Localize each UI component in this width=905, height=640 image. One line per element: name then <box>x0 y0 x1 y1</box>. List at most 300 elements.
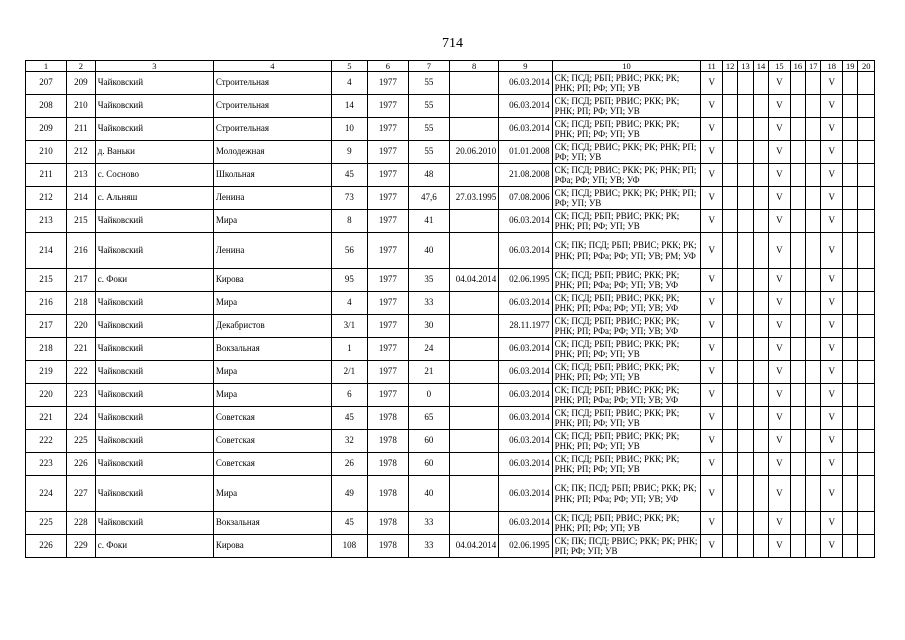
mark-col15: V <box>769 118 791 141</box>
mark-col17 <box>806 315 821 338</box>
mark-col19 <box>843 187 858 210</box>
mark-col17 <box>806 164 821 187</box>
settlement: Чайковский <box>95 384 213 407</box>
row-index: 216 <box>26 292 67 315</box>
mark-col16 <box>790 118 805 141</box>
wear-percent: 65 <box>408 407 449 430</box>
settlement: с. Фоки <box>95 535 213 558</box>
build-year: 1978 <box>367 512 408 535</box>
house-number: 32 <box>331 430 367 453</box>
wear-percent: 33 <box>408 512 449 535</box>
date-col8 <box>449 338 498 361</box>
column-number: 2 <box>67 61 96 72</box>
mark-col20 <box>858 407 875 430</box>
mark-col16 <box>790 292 805 315</box>
date-col8 <box>449 118 498 141</box>
work-types: СК; ПК; ПСД; РВИС; РКК; РК; РНК; РП; РФ; УП; УВ <box>552 535 701 558</box>
date-col8 <box>449 210 498 233</box>
mark-col15: V <box>769 164 791 187</box>
mark-col13 <box>738 512 753 535</box>
mark-col16 <box>790 210 805 233</box>
mark-col16 <box>790 535 805 558</box>
mark-col15: V <box>769 292 791 315</box>
build-year: 1977 <box>367 72 408 95</box>
row-index: 209 <box>26 118 67 141</box>
work-types: СК; ПСД; РБП; РВИС; РКК; РК; РНК; РП; РФ; УП; УВ <box>552 361 701 384</box>
mark-col15: V <box>769 233 791 269</box>
mark-col11: V <box>701 407 723 430</box>
mark-col20 <box>858 338 875 361</box>
work-types: СК; ПСД; РБП; РВИС; РКК; РК; РНК; РП; РФ; УП; УВ <box>552 210 701 233</box>
mark-col16 <box>790 72 805 95</box>
house-number: 45 <box>331 407 367 430</box>
mark-col13 <box>738 407 753 430</box>
build-year: 1977 <box>367 118 408 141</box>
build-year: 1978 <box>367 476 408 512</box>
column-number: 19 <box>843 61 858 72</box>
mark-col19 <box>843 95 858 118</box>
column-number: 1 <box>26 61 67 72</box>
mark-col20 <box>858 453 875 476</box>
street: Вокзальная <box>213 338 331 361</box>
mark-col18: V <box>821 210 843 233</box>
mark-col19 <box>843 407 858 430</box>
row-index: 211 <box>26 164 67 187</box>
mark-col19 <box>843 453 858 476</box>
mark-col13 <box>738 338 753 361</box>
row-index: 219 <box>26 361 67 384</box>
house-number: 2/1 <box>331 361 367 384</box>
mark-col18: V <box>821 512 843 535</box>
mark-col20 <box>858 384 875 407</box>
build-year: 1977 <box>367 141 408 164</box>
date-col9: 28.11.1977 <box>499 315 552 338</box>
column-number: 10 <box>552 61 701 72</box>
date-col8: 04.04.2014 <box>449 269 498 292</box>
settlement: Чайковский <box>95 233 213 269</box>
mark-col18: V <box>821 141 843 164</box>
mark-col13 <box>738 535 753 558</box>
mark-col19 <box>843 269 858 292</box>
date-col9: 07.08.2006 <box>499 187 552 210</box>
date-col9: 02.06.1995 <box>499 535 552 558</box>
street: Ленина <box>213 233 331 269</box>
mark-col19 <box>843 315 858 338</box>
mark-col20 <box>858 315 875 338</box>
wear-percent: 48 <box>408 164 449 187</box>
mark-col12 <box>722 72 737 95</box>
table-body <box>26 61 875 558</box>
street: Молодежная <box>213 141 331 164</box>
mark-col20 <box>858 269 875 292</box>
mark-col12 <box>722 407 737 430</box>
row-index: 226 <box>26 535 67 558</box>
settlement: с. Альняш <box>95 187 213 210</box>
work-types: СК; ПСД; РБП; РВИС; РКК; РК; РНК; РП; РФ; УП; УВ <box>552 407 701 430</box>
build-year: 1977 <box>367 95 408 118</box>
wear-percent: 40 <box>408 476 449 512</box>
house-number: 1 <box>331 338 367 361</box>
mark-col17 <box>806 269 821 292</box>
date-col9: 06.03.2014 <box>499 72 552 95</box>
column-number: 5 <box>331 61 367 72</box>
street: Строительная <box>213 118 331 141</box>
row-index: 207 <box>26 72 67 95</box>
mark-col17 <box>806 535 821 558</box>
mark-col14 <box>753 210 768 233</box>
mark-col18: V <box>821 292 843 315</box>
mark-col15: V <box>769 453 791 476</box>
date-col8 <box>449 430 498 453</box>
date-col8 <box>449 512 498 535</box>
date-col8: 04.04.2014 <box>449 535 498 558</box>
mark-col13 <box>738 187 753 210</box>
row-index: 215 <box>26 269 67 292</box>
mark-col12 <box>722 95 737 118</box>
table-row <box>26 210 875 233</box>
mark-col11: V <box>701 164 723 187</box>
mark-col13 <box>738 72 753 95</box>
work-types: СК; ПК; ПСД; РБП; РВИС; РКК; РК; РНК; РП; РФа; РФ; УП; УВ; РМ; УФ <box>552 233 701 269</box>
mark-col17 <box>806 95 821 118</box>
house-number: 45 <box>331 164 367 187</box>
mark-col19 <box>843 430 858 453</box>
mark-col20 <box>858 72 875 95</box>
street: Мира <box>213 210 331 233</box>
mark-col19 <box>843 141 858 164</box>
house-number: 4 <box>331 72 367 95</box>
date-col8 <box>449 361 498 384</box>
settlement: Чайковский <box>95 210 213 233</box>
mark-col20 <box>858 187 875 210</box>
house-number: 56 <box>331 233 367 269</box>
mark-col15: V <box>769 95 791 118</box>
work-types: СК; ПСД; РВИС; РКК; РК; РНК; РП; РФ; УП; УВ <box>552 187 701 210</box>
mark-col20 <box>858 233 875 269</box>
mark-col14 <box>753 338 768 361</box>
mark-col16 <box>790 407 805 430</box>
mark-col11: V <box>701 233 723 269</box>
mark-col14 <box>753 384 768 407</box>
row-index: 224 <box>26 476 67 512</box>
wear-percent: 55 <box>408 118 449 141</box>
mark-col18: V <box>821 384 843 407</box>
housing-register-table <box>25 60 875 558</box>
street: Мира <box>213 476 331 512</box>
column-number: 15 <box>769 61 791 72</box>
object-number: 224 <box>67 407 96 430</box>
table-row <box>26 118 875 141</box>
build-year: 1977 <box>367 164 408 187</box>
mark-col16 <box>790 512 805 535</box>
mark-col13 <box>738 292 753 315</box>
table-row <box>26 141 875 164</box>
mark-col14 <box>753 430 768 453</box>
table-row <box>26 95 875 118</box>
settlement: Чайковский <box>95 315 213 338</box>
wear-percent: 33 <box>408 292 449 315</box>
mark-col17 <box>806 430 821 453</box>
object-number: 216 <box>67 233 96 269</box>
mark-col11: V <box>701 95 723 118</box>
column-number: 7 <box>408 61 449 72</box>
column-number: 9 <box>499 61 552 72</box>
house-number: 49 <box>331 476 367 512</box>
street: Мира <box>213 361 331 384</box>
table-row <box>26 187 875 210</box>
object-number: 211 <box>67 118 96 141</box>
mark-col19 <box>843 512 858 535</box>
row-index: 210 <box>26 141 67 164</box>
mark-col17 <box>806 210 821 233</box>
column-number: 16 <box>790 61 805 72</box>
table-row <box>26 430 875 453</box>
mark-col11: V <box>701 292 723 315</box>
mark-col19 <box>843 210 858 233</box>
house-number: 108 <box>331 535 367 558</box>
house-number: 45 <box>331 512 367 535</box>
mark-col11: V <box>701 141 723 164</box>
date-col9: 21.08.2008 <box>499 164 552 187</box>
mark-col12 <box>722 512 737 535</box>
mark-col16 <box>790 269 805 292</box>
mark-col14 <box>753 512 768 535</box>
build-year: 1977 <box>367 210 408 233</box>
wear-percent: 0 <box>408 384 449 407</box>
mark-col19 <box>843 384 858 407</box>
column-number: 4 <box>213 61 331 72</box>
mark-col14 <box>753 269 768 292</box>
mark-col19 <box>843 292 858 315</box>
mark-col17 <box>806 453 821 476</box>
mark-col19 <box>843 118 858 141</box>
mark-col13 <box>738 118 753 141</box>
work-types: СК; ПСД; РБП; РВИС; РКК; РК; РНК; РП; РФ; УП; УВ <box>552 95 701 118</box>
mark-col16 <box>790 95 805 118</box>
mark-col18: V <box>821 233 843 269</box>
mark-col15: V <box>769 512 791 535</box>
date-col9: 06.03.2014 <box>499 407 552 430</box>
settlement: Чайковский <box>95 72 213 95</box>
house-number: 8 <box>331 210 367 233</box>
mark-col19 <box>843 72 858 95</box>
street: Вокзальная <box>213 512 331 535</box>
mark-col15: V <box>769 476 791 512</box>
mark-col20 <box>858 512 875 535</box>
mark-col13 <box>738 430 753 453</box>
build-year: 1978 <box>367 535 408 558</box>
mark-col15: V <box>769 210 791 233</box>
table-row <box>26 512 875 535</box>
mark-col15: V <box>769 141 791 164</box>
street: Советская <box>213 453 331 476</box>
date-col9: 06.03.2014 <box>499 430 552 453</box>
mark-col11: V <box>701 430 723 453</box>
mark-col14 <box>753 233 768 269</box>
mark-col14 <box>753 453 768 476</box>
date-col9: 06.03.2014 <box>499 118 552 141</box>
wear-percent: 47,6 <box>408 187 449 210</box>
work-types: СК; ПСД; РБП; РВИС; РКК; РК; РНК; РП; РФа; РФ; УП; УВ; УФ <box>552 384 701 407</box>
house-number: 9 <box>331 141 367 164</box>
settlement: Чайковский <box>95 430 213 453</box>
house-number: 4 <box>331 292 367 315</box>
mark-col11: V <box>701 338 723 361</box>
mark-col20 <box>858 476 875 512</box>
wear-percent: 24 <box>408 338 449 361</box>
mark-col15: V <box>769 72 791 95</box>
build-year: 1977 <box>367 269 408 292</box>
object-number: 227 <box>67 476 96 512</box>
mark-col11: V <box>701 512 723 535</box>
settlement: с. Фоки <box>95 269 213 292</box>
mark-col17 <box>806 361 821 384</box>
mark-col19 <box>843 361 858 384</box>
date-col9: 06.03.2014 <box>499 233 552 269</box>
mark-col16 <box>790 476 805 512</box>
row-index: 222 <box>26 430 67 453</box>
mark-col16 <box>790 233 805 269</box>
page-number: 714 <box>442 36 463 51</box>
row-index: 221 <box>26 407 67 430</box>
row-index: 214 <box>26 233 67 269</box>
mark-col12 <box>722 476 737 512</box>
table-row <box>26 269 875 292</box>
column-number: 3 <box>95 61 213 72</box>
mark-col18: V <box>821 72 843 95</box>
mark-col11: V <box>701 453 723 476</box>
street: Школьная <box>213 164 331 187</box>
row-index: 208 <box>26 95 67 118</box>
object-number: 223 <box>67 384 96 407</box>
mark-col15: V <box>769 315 791 338</box>
mark-col18: V <box>821 118 843 141</box>
wear-percent: 55 <box>408 141 449 164</box>
column-number: 20 <box>858 61 875 72</box>
row-index: 217 <box>26 315 67 338</box>
mark-col17 <box>806 407 821 430</box>
table-row <box>26 164 875 187</box>
mark-col14 <box>753 118 768 141</box>
mark-col13 <box>738 384 753 407</box>
object-number: 220 <box>67 315 96 338</box>
mark-col17 <box>806 72 821 95</box>
mark-col17 <box>806 292 821 315</box>
mark-col12 <box>722 338 737 361</box>
mark-col13 <box>738 315 753 338</box>
mark-col15: V <box>769 384 791 407</box>
mark-col20 <box>858 118 875 141</box>
build-year: 1977 <box>367 338 408 361</box>
mark-col11: V <box>701 315 723 338</box>
mark-col20 <box>858 164 875 187</box>
mark-col13 <box>738 164 753 187</box>
mark-col16 <box>790 338 805 361</box>
date-col8 <box>449 292 498 315</box>
table-row <box>26 338 875 361</box>
build-year: 1978 <box>367 430 408 453</box>
work-types: СК; ПСД; РБП; РВИС; РКК; РК; РНК; РП; РФ; УП; УВ <box>552 453 701 476</box>
mark-col15: V <box>769 535 791 558</box>
mark-col15: V <box>769 361 791 384</box>
object-number: 229 <box>67 535 96 558</box>
build-year: 1978 <box>367 453 408 476</box>
object-number: 217 <box>67 269 96 292</box>
date-col8 <box>449 315 498 338</box>
table-row <box>26 72 875 95</box>
date-col9: 06.03.2014 <box>499 384 552 407</box>
build-year: 1978 <box>367 407 408 430</box>
table-row <box>26 315 875 338</box>
mark-col14 <box>753 292 768 315</box>
settlement: Чайковский <box>95 407 213 430</box>
build-year: 1977 <box>367 233 408 269</box>
mark-col18: V <box>821 95 843 118</box>
column-number: 13 <box>738 61 753 72</box>
date-col8 <box>449 72 498 95</box>
street: Декабристов <box>213 315 331 338</box>
mark-col20 <box>858 95 875 118</box>
build-year: 1977 <box>367 315 408 338</box>
row-index: 213 <box>26 210 67 233</box>
mark-col13 <box>738 453 753 476</box>
column-number: 8 <box>449 61 498 72</box>
mark-col19 <box>843 164 858 187</box>
wear-percent: 41 <box>408 210 449 233</box>
table-row <box>26 361 875 384</box>
work-types: СК; ПСД; РВИС; РКК; РК; РНК; РП; РФа; РФ; УП; УВ; УФ <box>552 164 701 187</box>
table-row <box>26 453 875 476</box>
row-index: 220 <box>26 384 67 407</box>
work-types: СК; ПК; ПСД; РБП; РВИС; РКК; РК; РНК; РП; РФа; РФ; УП; УВ; УФ <box>552 476 701 512</box>
column-number: 12 <box>722 61 737 72</box>
date-col8 <box>449 453 498 476</box>
object-number: 209 <box>67 72 96 95</box>
work-types: СК; ПСД; РВИС; РКК; РК; РНК; РП; РФ; УП; УВ <box>552 141 701 164</box>
street: Ленина <box>213 187 331 210</box>
date-col8 <box>449 476 498 512</box>
wear-percent: 40 <box>408 233 449 269</box>
settlement: Чайковский <box>95 361 213 384</box>
mark-col15: V <box>769 338 791 361</box>
settlement: д. Ваньки <box>95 141 213 164</box>
wear-percent: 55 <box>408 72 449 95</box>
mark-col11: V <box>701 535 723 558</box>
date-col9: 02.06.1995 <box>499 269 552 292</box>
mark-col11: V <box>701 361 723 384</box>
date-col9: 06.03.2014 <box>499 512 552 535</box>
mark-col18: V <box>821 535 843 558</box>
column-number-header <box>26 61 875 72</box>
mark-col11: V <box>701 476 723 512</box>
work-types: СК; ПСД; РБП; РВИС; РКК; РК; РНК; РП; РФ; УП; УВ <box>552 118 701 141</box>
object-number: 213 <box>67 164 96 187</box>
column-number: 11 <box>701 61 723 72</box>
mark-col12 <box>722 118 737 141</box>
mark-col14 <box>753 164 768 187</box>
mark-col19 <box>843 476 858 512</box>
mark-col16 <box>790 315 805 338</box>
house-number: 26 <box>331 453 367 476</box>
row-index: 218 <box>26 338 67 361</box>
date-col8 <box>449 384 498 407</box>
street: Советская <box>213 407 331 430</box>
mark-col18: V <box>821 269 843 292</box>
mark-col19 <box>843 535 858 558</box>
work-types: СК; ПСД; РБП; РВИС; РКК; РК; РНК; РП; РФ; УП; УВ <box>552 430 701 453</box>
mark-col20 <box>858 210 875 233</box>
mark-col15: V <box>769 407 791 430</box>
